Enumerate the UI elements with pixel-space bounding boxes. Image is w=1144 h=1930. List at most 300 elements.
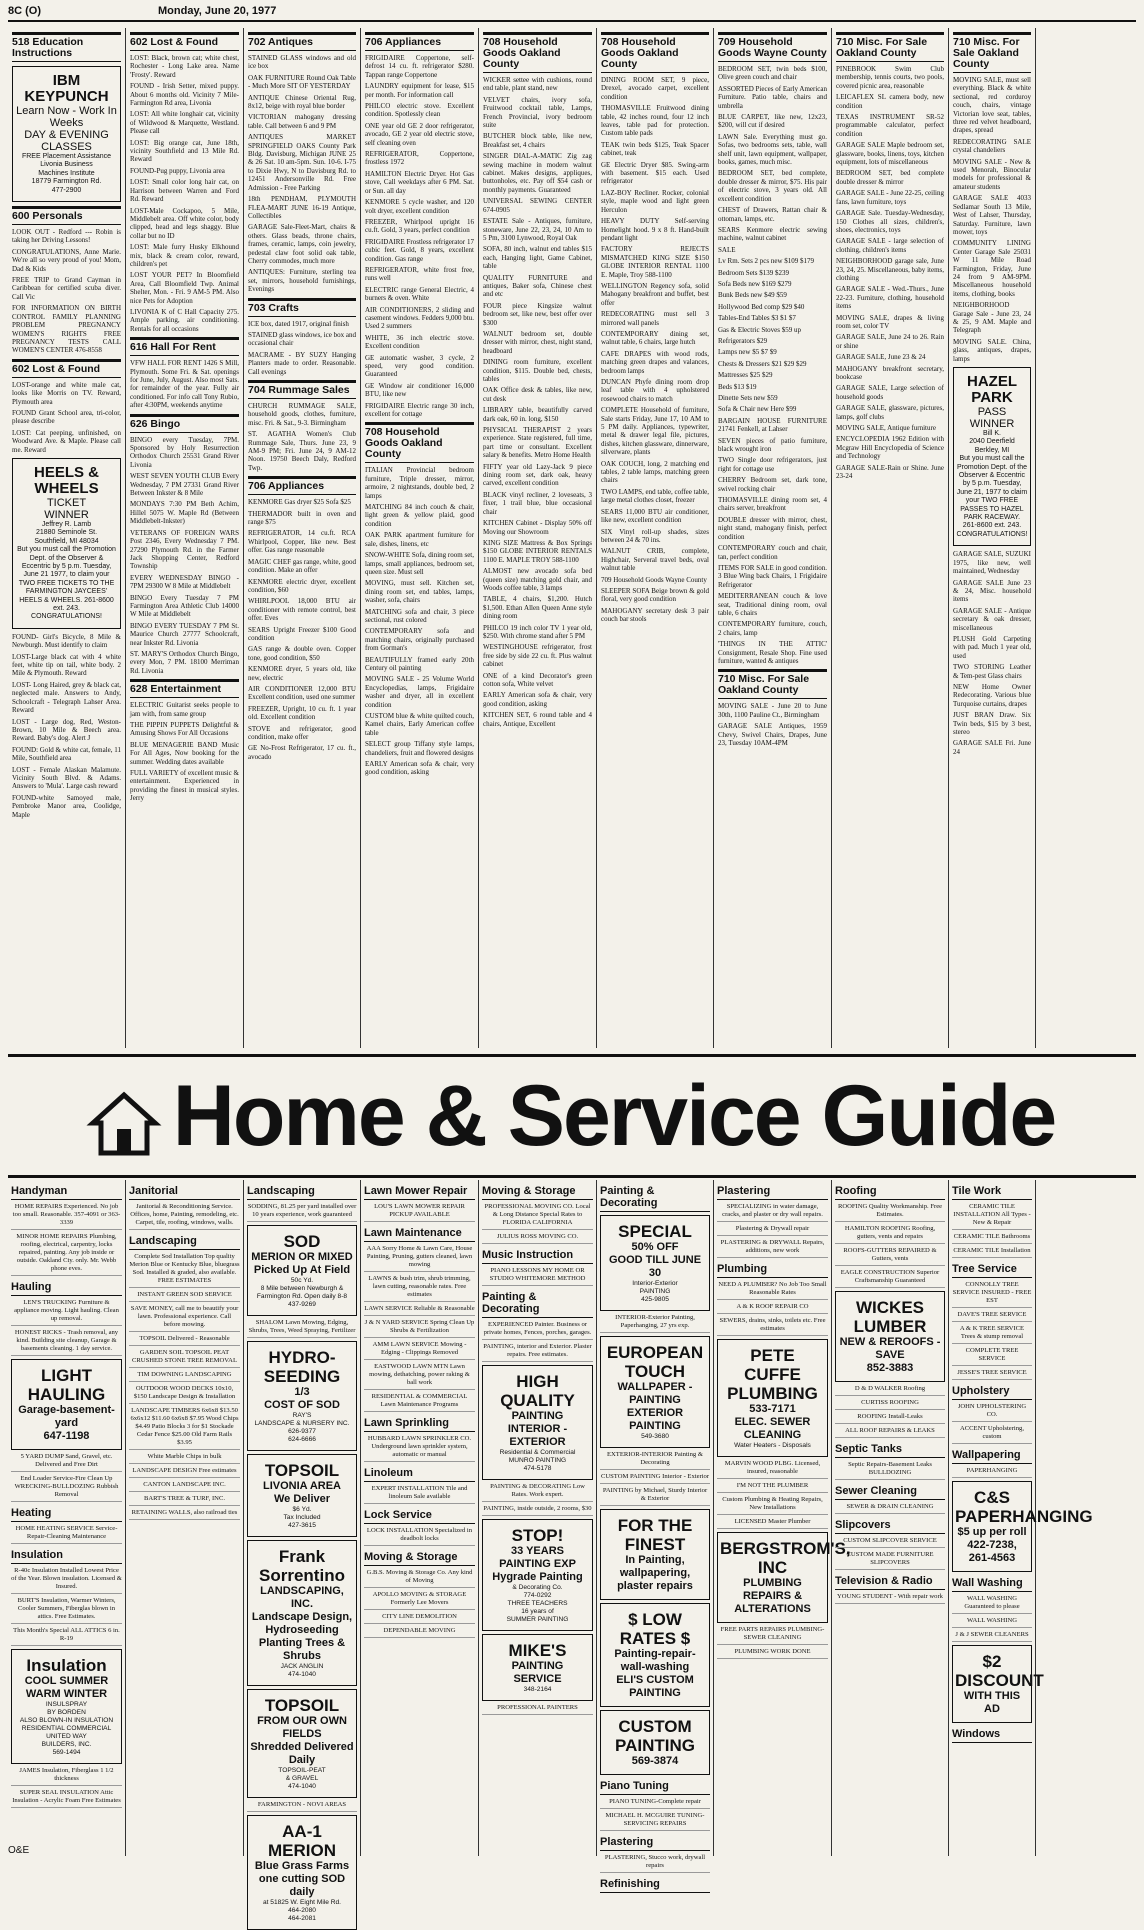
classified-ad: TIM DOWNING LANDSCAPING [129, 1371, 240, 1382]
classified-ad: Mattresses $25 $29 [718, 371, 773, 380]
classified-ad: PLUSH Gold Carpeting with pad. Much 1 year old, used [953, 634, 1031, 660]
classified-ad: BEDROOM SET, bed complete, double dresser & mirror, $75. His pair of electric stove, 3 years old. All excellent condition [718, 169, 827, 203]
section-heading: Plumbing [717, 1261, 828, 1278]
section-heading: 602 Lost & Found [130, 32, 239, 51]
classified-ad: CAFE DRAPES with wood rods, matching green drapes and valances, bedroom lamps [601, 349, 709, 375]
classified-ad: STAINED glass windows, ice box and occasional chair [248, 330, 356, 348]
display-ad-line: 50% OFF [631, 1241, 679, 1253]
classified-ad: LEICAFLEX SL camera body, new condition [836, 93, 944, 110]
classified-ad: PLUMBING WORK DONE [717, 1648, 828, 1659]
display-ad-line: SOD [283, 1232, 321, 1251]
section-heading: Moving & Storage [364, 1549, 475, 1566]
display-ad-line: UNITED WAY [46, 1733, 87, 1740]
classified-ad: TWO LAMPS, end table, coffee table, large metal clothes closet, freezer [601, 487, 709, 505]
classified-ad: MOVING, must sell. Kitchen set, dining room set, end tables, lamps, washer, sofa, chairs [365, 579, 474, 605]
classified-ad: 'THINGS IN THE ATTIC' Consignment, Resale Shop. Fine used furniture, wanted & antiques [718, 640, 827, 665]
classified-ad: FOUND Grant School area, tri-color, please describe [12, 408, 121, 426]
classified-ad: SEARS 11,000 BTU air conditioner, like new, excellent condition [601, 507, 709, 525]
display-ad-line: IBM KEYPUNCH [24, 72, 109, 105]
classified-ad: FARMINGTON - NOVI AREAS [247, 1801, 357, 1812]
classified-ad: MEDITERRANEAN couch & love seat, Traditional dining room, oval table, 6 chairs [718, 592, 827, 617]
classified-ad: EASTWOOD LAWN MTN Lawn mowing, dethatching, power raking & ball work [364, 1363, 475, 1390]
classified-ad: NEIGHBORHOOD garage sale, June 23, 24, 25. Miscellaneous, baby items, clothing [836, 257, 944, 282]
classified-ad: FIFTY year old Lazy-Jack 9 piece dining room set, dark oak, heavy carved, excellent condition [483, 462, 592, 488]
classified-ad: TOPSOIL Delivered - Reasonable [129, 1335, 240, 1346]
classified-ad: White Marble Chips in bulk [129, 1453, 240, 1464]
display-ad-line: Shredded Delivered Daily [250, 1741, 354, 1766]
display-ad-line: & Decorating Co. [512, 1584, 563, 1591]
display-ad-line: REPAIRS & ALTERATIONS [734, 1590, 811, 1615]
classified-ad: MOVING SALE, drapes & living room set, color TV [836, 313, 944, 330]
classified-ad: LOCK INSTALLATION Specialized in deadbolt locks [364, 1527, 475, 1546]
classified-ad: SODDING, 81.25 per yard installed over 10 years experience, work guaranteed [247, 1203, 357, 1222]
display-ad-line: Frank Sorrentino [259, 1547, 345, 1585]
classified-ad: EXTERIOR-INTERIOR Painting & Decorating [600, 1451, 710, 1470]
classified-ad: BINGO EVERY TUESDAY 7 PM St. Maurice Church 27777 Schoolcraft, near Inkster Rd. Livonia [130, 621, 239, 647]
classified-ad: EXPERT INSTALLATION Tile and linoleum Sale available [364, 1485, 475, 1504]
classified-ad: SEWERS, drains, sinks, toilets etc. Free estimates [717, 1317, 828, 1336]
classified-ad: PHYSICAL THERAPIST 2 years experience. State registered, full time, part time or consultant. Excellent salary & benefits. Metro Home Health [483, 426, 592, 460]
display-ad-line: 464-2081 [288, 1915, 316, 1922]
classified-ad: SUPER SEAL INSULATION Attic Insulation - Acrylic Foam Free Estimates [11, 1789, 122, 1808]
classified-ad: JAMES Insulation, Fiberglass 1 1/2 thickness [11, 1767, 122, 1786]
classified-ad: LOST-orange and white male cat, looks like Morris on TV. Reward, Plymouth area [12, 380, 121, 406]
classified-ad: GARAGE SALE, glassware, pictures, lamps, golf clubs [836, 404, 944, 421]
display-ad-line: TOPSOIL [264, 1696, 340, 1715]
classified-ad: JUST BRAN Draw. Six Twin beds, $15 by 3 best, stereo [953, 711, 1031, 736]
classified-ad: EXPERIENCED Painter. Business or private homes, Fences, porches, garages. [482, 1321, 593, 1340]
display-ad-line: TOPSOIL [264, 1461, 340, 1480]
section-heading: 628 Entertainment [130, 679, 239, 698]
display-ad-line: FOR THE FINEST [617, 1516, 693, 1554]
section-heading: Roofing [835, 1183, 945, 1200]
classified-ad: EVERY WEDNESDAY BINGO - 7PM 29300 W 8 Mile at Middlebelt [130, 573, 239, 591]
display-ad-line: 464-2080 [288, 1907, 316, 1914]
section-heading: Tree Service [952, 1261, 1032, 1278]
classified-ad: CUSTOM SLIPCOVER SERVICE [835, 1537, 945, 1548]
section-heading: Painting & Decorating [482, 1289, 593, 1318]
classified-ad: LANDSCAPE TIMBERS 6x6x8 $13.50 6x6x12 $11.60 6x6x8 $7.95 Wood Chips $4.49 Patio Blocks 3 for $1 Stockade Cedar Fence $25.00 Old Farm Rails $3.95 [129, 1407, 240, 1450]
classified-ad: MAHOGANY secretary desk 3 pair couch bar stools [601, 606, 709, 624]
classified-ad: WEST SEVEN YOUTH CLUB Every Wednesday, 7 PM 27331 Grand River Between Inkster & 8 Mile [130, 472, 239, 498]
classified-ad: Complete Sod Installation Top quality Merion Blue or Kentucky Blue, bluegrass Sod. Installed & graded, also available. FREE ESTIMATES [129, 1253, 240, 1288]
classified-ad: CANTON LANDSCAPE INC. [129, 1481, 240, 1492]
column-9 [949, 28, 1036, 1048]
classified-ad: PAINTING, inside outside, 2 rooms, $30 [482, 1505, 593, 1516]
classified-ad: BLACK vinyl recliner, 2 loveseats, 3 fixer, 1 trail blue, blue occasional chair [483, 490, 592, 516]
classified-ad: WESTINGHOUSE refrigerator, frost free side by side 22 cu. ft. Plus walnut cabinet [483, 643, 592, 669]
classified-ad: BARGAIN HOUSE FURNITURE 21741 Fenkell, at Lahser [718, 416, 827, 434]
column-6 [597, 28, 714, 1048]
classified-ad: OUTDOOR WOOD DECKS 10x10, $150 Landscape Design & Installation [129, 1385, 240, 1404]
classified-ad: GARAGE SALE 4033 Sedlamar South 13 Mile, West of Lahser, Thursday, Saturday. Furniture, lawn mower, toys [953, 194, 1031, 236]
display-ad [600, 1509, 710, 1600]
classified-ad: PLASTERING, Stucco work, drywall repairs [600, 1854, 710, 1873]
classified-ad: OAK PARK apartment furniture for sale, dishes, linens, etc [365, 531, 474, 548]
display-ad-line: Livonia Business [40, 161, 93, 169]
section-heading: 709 Household Goods Wayne County [718, 32, 827, 62]
classified-ad: GARAGE SALE Fri. June 24 [953, 739, 1031, 756]
display-ad-line: INTERIOR - EXTERIOR [507, 1423, 568, 1448]
classified-ad: SELECT group Tiffany style lamps, chandeliers, fruit and flowered designs [365, 740, 474, 757]
classified-ad: KING SIZE Mattress & Box Springs $150 GLOBE INTERIOR RENTALS 1100 E. MAPLE TROY 588-1100 [483, 538, 592, 564]
display-ad-line: WARM WINTER [25, 1688, 108, 1700]
display-ad [952, 1645, 1044, 1723]
section-heading: 706 Appliances [248, 476, 356, 495]
classified-ad: AMM LAWN SERVICE Mowing - Edging - Clippings Removed [364, 1341, 475, 1360]
classified-ad: FOR INFORMATION ON BIRTH CONTROL FAMILY PLANNING PROBLEM PREGNANCY WOMEN'S RIGHTS FREE PREGNANCY TESTS CALL WOMEN'S CENTER 476-8558 [12, 304, 121, 355]
classified-ad: 18th PENDHAM, PLYMOUTH FLEA-MART JUNE 16-19 Antique, Collectibles [248, 195, 356, 220]
display-ad-line: LANDSCAPING, INC. [260, 1585, 344, 1610]
classified-ad: STOVE and refrigerator, good condition, make offer [248, 724, 356, 741]
display-ad-line: GOOD TILL JUNE 30 [608, 1254, 702, 1279]
display-ad [482, 1519, 593, 1631]
classified-ad: KENMORE electric dryer, excellent condition, $60 [248, 577, 356, 594]
column-2 [126, 28, 244, 1048]
display-ad-line: 33 YEARS PAINTING EXP [499, 1545, 576, 1570]
classified-ad: MOVING SALE, must sell everything. Black & white sectional, red corduroy couch, chairs, vintage Victorian love seat, tables, three red velvet headboard, drapes, spread [953, 76, 1031, 135]
classified-ad: ST. MARY'S Orthodox Church Bingo, every Mon, 7 PM. 18100 Merriman Rd. Livonia [130, 649, 239, 675]
classified-ad: STAINED GLASS windows and old ice box [248, 54, 356, 71]
display-ad-line: Picked Up At Field [253, 1264, 351, 1276]
classified-ad: PLASTERING & DRYWALL Repairs, additions, new work [717, 1239, 828, 1258]
section-heading: Hauling [11, 1279, 122, 1296]
classified-ad: LOST: All white longhair cat, vicinity of Wildwood & Marquette, Westland. Please call [130, 110, 239, 136]
section-heading: Plastering [600, 1834, 710, 1851]
display-ad-line: C&S PAPERHANGING [955, 1488, 1093, 1526]
section-heading: 702 Antiques [248, 32, 356, 51]
display-ad [247, 1689, 357, 1798]
section-heading: Insulation [11, 1547, 122, 1564]
classified-ad: BEDROOM SET, bed complete double dresser & mirror [836, 169, 944, 186]
display-ad-line: 21880 Seminole St. [35, 529, 98, 537]
display-ad [717, 1339, 828, 1457]
section-heading: Landscaping [247, 1183, 357, 1200]
classified-ad: COMPLETE TREE SERVICE [952, 1347, 1032, 1366]
classified-ad: DUNCAN Phyfe dining room drop leaf table with 4 upholstered rosewood chairs to match [601, 378, 709, 403]
classified-ad: CUSTOM MADE FURNITURE SLIPCOVERS [835, 1551, 945, 1570]
column-2 [126, 1180, 244, 1856]
classified-ad: FACTORY REJECTS MISMATCHED KING SIZE $150 GLOBE INTERIOR RENTAL 1100 E. Maple, Troy 588-1100 [601, 245, 709, 279]
classified-ad: PAPERHANGING [952, 1467, 1032, 1478]
classified-ad: LOST YOUR PET? In Bloomfield Area, Call Bloomfield Twp. Animal Shelter, Mon. - Fri. 9 AM-5 PM. Also nice Pets for Adoption [130, 271, 239, 305]
display-ad-line: EXTERIOR PAINTING [626, 1407, 684, 1432]
display-ad-line: 348-2164 [523, 1686, 552, 1693]
classified-ad: LAZ-BOY Recliner. Rocker, colonial style, maple wood and light green Herculon [601, 188, 709, 214]
classified-ad: SINGER DIAL-A-MATIC Zig zag sewing machine in modern walnut cabinet. Makes designs, appliques, buttonholes, etc. Pay off $54 cash or monthly payments. Guaranteed [483, 152, 592, 194]
classified-ad: SEARS Upright Freezer $100 Good condition [248, 625, 356, 642]
classified-ad: GE Window air conditioner 16,000 BTU, like new [365, 381, 474, 399]
classified-ad: PROFESSIONAL PAINTERS [482, 1704, 593, 1715]
classified-ad: 5 YARD DUMP Sand, Gravel, etc. Delivered and Free Dirt [11, 1453, 122, 1472]
classified-ad: CUSTOM PAINTING Interior - Exterior [600, 1473, 710, 1484]
classified-ad: FREE TRIP to Grand Cayman in Caribbean for certified scuba diver. Call Vic [12, 276, 121, 301]
classified-ad: OAK FURNITURE Round Oak Table - Much More SIT OF YESTERDAY [248, 73, 356, 91]
display-ad [482, 1634, 593, 1701]
display-ad-line: $6 Yd. [292, 1506, 312, 1513]
classified-ad: Refrigerators $29 [718, 336, 768, 345]
classified-ad: INTERIOR-Exterior Painting, Paperhanging, 27 yrs exp. [600, 1314, 710, 1333]
classified-ad: SALE [718, 245, 736, 254]
page-footer: O&E [8, 1845, 30, 1856]
classified-ad: SHALOM Lawn Mowing, Edging, Shrubs, Trees, Weed Spraying, Fertilizer [247, 1319, 357, 1338]
display-ad-line: FROM OUR OWN FIELDS [257, 1715, 347, 1740]
classified-ad: CONTEMPORARY dining set, walnut table, 6 chairs, large hutch [601, 329, 709, 347]
display-ad-line: THREE TEACHERS [507, 1600, 568, 1607]
classified-ad: CITY LINE DEMOLITION [364, 1613, 475, 1624]
classified-ad: AIR CONDITIONERS, 2 sliding and casement windows. Fedders 9,000 btu. Used 2 summers [365, 305, 474, 331]
classified-ad: HUBBARD LAWN SPRINKLER CO. Underground lawn sprinkler system, automatic or manual [364, 1435, 475, 1462]
display-ad-line: $5 up per roll [957, 1526, 1027, 1538]
display-ad-line: ELI'S CUSTOM PAINTING [616, 1674, 694, 1699]
classified-ad: G.B.S. Moving & Storage Co. Any kind of Moving [364, 1569, 475, 1588]
section-heading: Lawn Mower Repair [364, 1183, 475, 1200]
classified-ad: FREE PARTS REPAIRS PLUMBING-SEWER CLEANING [717, 1626, 828, 1645]
classified-ad: CERAMIC TILE Bathrooms [952, 1233, 1032, 1244]
classified-ad: SOFA, 80 inch, walnut end tables $15 each, Hanging light, Game Cabinet, table [483, 245, 592, 271]
classified-ad: LOST: Black, brown cat; white chest, Rochester - Long Lake area. Name 'Frosty'. Reward [130, 54, 239, 79]
classified-ad: ONE of a kind Decorator's green cotton sofa, White velvet [483, 671, 592, 688]
display-ad-line: 50c Yd. [290, 1277, 314, 1284]
display-ad-line: 437-9269 [288, 1301, 316, 1308]
display-ad-line: ALSO BLOWN-IN INSULATION [19, 1717, 114, 1724]
classified-ad: PIANO LESSONS MY HOME OR STUDIO WHITEMORE METHOD [482, 1267, 593, 1286]
classified-ad: PINEBROOK Swim Club membership, tennis courts, two pools, covered picnic area, reasonable [836, 65, 944, 90]
classified-ad: GAS range & double oven. Copper tone, good condition, $50 [248, 645, 356, 662]
classified-ad: Dinette Sets new $59 [718, 394, 778, 402]
classified-ad: KENMORE Gas dryer $25 Sofa $25 [248, 498, 351, 507]
classified-ad: COMPLETE Household of furniture, Sale starts Friday, June 17, 10 AM to 5 PM daily. Appliances, typewriter, metal & drawer legal file, pictures, dishes, kitchen glassware, dinnerware, silverware, plants [601, 406, 709, 457]
display-ad-line: We Deliver [273, 1493, 331, 1505]
display-ad [600, 1710, 710, 1775]
classified-ad: KITCHEN SET, 6 round table and 4 chairs, Antique, Excellent [483, 711, 592, 728]
display-ad-line: SPECIAL [618, 1222, 692, 1241]
display-ad-line: 18779 Farmington Rd. [31, 178, 102, 186]
display-ad-line: 624-6666 [288, 1436, 316, 1443]
classified-ad: QUALITY FURNITURE and antiques, Baker sofa, Chinese chest and etc [483, 273, 592, 299]
classified-ad: FOUND-white Samoyed male, Pembroke Manor area, Coolidge, Maple [12, 793, 121, 819]
section-heading: Landscaping [129, 1233, 240, 1250]
display-ad-line: But you must call the Promotion Dept. of the Observer & Eccentric by 5 p.m. Tuesday, June 21 1977, to claim your TWO FREE TICKETS TO THE FARMINGTON JAYCEES' HEELS & WHEELS. 261-8600 ext. 243. [17, 546, 116, 613]
classified-ad: THERMADOR built in oven and range $75 [248, 509, 356, 527]
section-heading: Music Instruction [482, 1247, 593, 1264]
banner-title: Home & Service Guide [172, 1067, 1056, 1164]
classified-ad: BUTCHER block table, like new, Breakfast set, 4 chairs [483, 132, 592, 149]
classified-ad: ENCYCLOPEDIA 1962 Edition with Mcgraw Hill Encyclopedia of Science and Technology [836, 435, 944, 461]
classified-ad: HAMILTON ROOFING Roofing, gutters, vents and repairs [835, 1225, 945, 1244]
house-icon [89, 1081, 159, 1151]
classified-columns [8, 28, 1136, 1048]
display-ad-line: Tax Included [283, 1514, 321, 1521]
column-5 [479, 28, 597, 1048]
display-ad-line: CONGRATULATIONS! [31, 613, 102, 621]
section-heading: 708 Household Goods Oakland County [483, 32, 592, 73]
classified-ad: WALNUT bedroom set, double dresser with mirror, chest, night stand, headboard [483, 329, 592, 355]
classified-ad: THOMASVILLE Fruitwood dining table, 42 inches round, four 12 inch leaves, table pad for protection. Custom table pads [601, 104, 709, 138]
display-ad [247, 1225, 357, 1316]
display-ad-line: & GRAVEL [285, 1775, 319, 1782]
column-4 [361, 28, 479, 1048]
section-heading: Wallpapering [952, 1447, 1032, 1464]
section-heading: 602 Lost & Found [12, 359, 121, 378]
classified-ad: EAGLE CONSTRUCTION Superior Craftsmanship Guaranteed [835, 1269, 945, 1288]
display-ad-line: $ LOW RATES $ [619, 1610, 691, 1648]
display-ad-line: 774-0292 [523, 1592, 552, 1599]
classified-ad: LAWN SERVICE Reliable & Reasonable [364, 1305, 475, 1316]
classified-ad: WHIRLPOOL 18,000 BTU air conditioner with remote control, best offer. Eves [248, 597, 356, 623]
classified-ad: SEARS Kenmore electric sewing machine, walnut cabinet [718, 225, 827, 243]
newspaper-page [8, 4, 1136, 1922]
classified-ad: Bunk Beds new $49 $59 [718, 291, 787, 300]
display-ad-line: 852-3883 [866, 1362, 914, 1374]
classified-ad: FREEZER, Whirlpool upright 16 cu.ft. Gold, 3 years, perfect condition [365, 217, 474, 235]
classified-ad: GE Electric Dryer $85. Swing-arm with basement. $15 each. Used refrigerator [601, 160, 709, 186]
classified-ad: DOUBLE dresser with mirror, chest, night stand, mahogany finish, perfect condition [718, 515, 827, 541]
display-ad [247, 1454, 357, 1537]
display-ad-line: RAY'S [292, 1412, 312, 1419]
classified-ad: ITEMS FOR SALE in good condition. 3 Blue Wing back Chairs, 1 Frigidaire Refrigerator [718, 563, 827, 589]
classified-ad: HOME HEATING SERVICE Service-Repair-Cleaning Maintenance [11, 1525, 122, 1544]
classified-ad: LOOK OUT - Redford --- Robin is taking her Driving Lessons! [12, 228, 121, 245]
classified-ad: LOU'S LAWN MOWER REPAIR PICKUP AVAILABLE [364, 1203, 475, 1222]
display-ad-line: EUROPEAN TOUCH [606, 1343, 704, 1381]
classified-ad: Plastering & Drywall repair [717, 1225, 828, 1236]
section-heading: Upholstery [952, 1383, 1032, 1400]
classified-ad: SEVEN pieces of patio furniture, black wrought iron [718, 436, 827, 454]
classified-ad: GARAGE SALE - Antique secretary & oak dresser, miscellaneous [953, 606, 1031, 632]
display-ad-line: 425-9805 [641, 1296, 669, 1303]
classified-ad: ALL ROOF REPAIRS & LEAKS [835, 1427, 945, 1438]
classified-ad: ESTATE Sale - Antiques, furniture, stoneware, June 22, 23, 24, 10 Am to 5 Pm, 3100 Lynwood, Royal Oak [483, 217, 592, 242]
classified-ad: J & J SEWER CLEANERS [952, 1631, 1032, 1642]
display-ad-line: Learn Now - Work In Weeks [16, 105, 117, 129]
display-ad-line: SUMMER PAINTING [506, 1616, 569, 1623]
classified-ad: NEIGHBORHOOD Garage Sale - June 23, 24 & 25, 9 AM. Maple and Telegraph [953, 301, 1031, 335]
classified-ad: TABLE, 4 chairs, $1,200. Hutch $1,500. Ethan Allen Queen Anne style dining room [483, 595, 592, 621]
classified-ad: CURTISS ROOFING [835, 1399, 945, 1410]
classified-ad: KITCHEN Cabinet - Display 50% off Moving our Showroom [483, 519, 592, 536]
classified-ad: GARAGE SALE, SUZUKI 1975, like new, well maintained, Wednesday [953, 550, 1031, 576]
classified-ad: MOVING SALE - New & used Menorah, Binocular models for professional & amateur students [953, 157, 1031, 191]
column-8 [832, 28, 949, 1048]
classified-ad: DEPENDABLE MOVING [364, 1627, 475, 1638]
display-ad-line: PAINTING [511, 1410, 564, 1422]
display-ad-line: Machines Institute [38, 169, 95, 177]
classified-ad: VETERANS OF FOREIGN WARS Post 2346, Every Wednesday 7 PM. 27290 Plymouth Rd. in the Farmer Jack Shopping Center, Redford Township [130, 528, 239, 571]
classified-ad: THOMASVILLE dining room set, 4 chairs server, breakfront [718, 496, 827, 513]
classified-ad: ROOFS-GUTTERS REPAIRED & Gutters, vents [835, 1247, 945, 1266]
display-ad-line: STOP! [511, 1526, 564, 1545]
display-ad-line: But you must call the Promotion Dept. of the Observer & Eccentric by 5 p.m. Tuesday, June 21, 1977 to claim your TWO FREE PASSES TO HAZEL PARK RACEWAY. 261-8600 ext. 243. [956, 455, 1028, 530]
classified-ad: Lv Rm. Sets 2 pcs new $109 $179 [718, 257, 815, 266]
classified-ad: REDECORATING must sell 3 mirrored wall panels [601, 310, 709, 327]
classified-ad: BLUE MENAGERIE BAND Music For All Ages, Now booking for the summer. Wedding dates available [130, 740, 239, 766]
section-heading: Moving & Storage [482, 1183, 593, 1200]
classified-ad: MAHOGANY breakfront secretary, bookcase [836, 364, 944, 381]
display-ad-line: Blue Grass Farms [254, 1860, 350, 1872]
column-6 [597, 1180, 714, 1890]
classified-ad: CHERRY Bedroom set, dark tone, swivel rocking chair [718, 476, 827, 493]
classified-ad: CONTEMPORARY furniture, couch, 2 chairs, lamp [718, 620, 827, 637]
display-ad-line: PAINTING [511, 1660, 564, 1672]
classified-ad: PAINTING, interior and Exterior. Plaster repairs. Free estimates. [482, 1343, 593, 1362]
section-heading: 600 Personals [12, 206, 121, 225]
classified-ad: CONTEMPORARY sofa and matching chairs, originally purchased from Gorman's [365, 627, 474, 653]
section-heading: Plastering [717, 1183, 828, 1200]
classified-ad: FRIGIDAIRE Frostless refrigerator 17 cubic feet. Gold, 8 years, excellent condition. Gas range [365, 237, 474, 263]
column-7 [714, 28, 832, 1048]
display-ad-line: MIKE'S [508, 1641, 567, 1660]
classified-ad: GARAGE SALE-Rain or Shine. June 23-24 [836, 463, 944, 481]
section-heading: Lock Service [364, 1507, 475, 1524]
display-ad-line: 16 years of [521, 1608, 554, 1615]
classified-ad: LANDSCAPE DESIGN Free estimates [129, 1467, 240, 1478]
display-ad-line: 533-7171 [749, 1403, 796, 1415]
classified-ad: ROOFING Install-Leaks [835, 1413, 945, 1424]
classified-ad: MARVIN WOOD PLBG. Licensed, insured, reasonable [717, 1460, 828, 1479]
classified-ad: MOVING SALE. China, glass, antiques, drapes, lamps [953, 337, 1031, 363]
display-ad-line: Jeffrey R. Lamb [41, 520, 92, 528]
classified-ad: PHILCO 19 inch color TV 1 year old, $250. With chrome stand after 5 PM [483, 623, 592, 640]
display-ad-line: at 51825 W. Eight Mile Rd. [262, 1899, 342, 1906]
column-9 [949, 1180, 1093, 1856]
classified-ad: FULL VARIETY of excellent music & entertainment. Experienced in providing the finest in musical styles. Jerry [130, 769, 239, 803]
classified-ad: CERAMIC TILE Installation [952, 1247, 1032, 1258]
display-ad-line: 422-7238, 261-4563 [967, 1539, 1017, 1564]
classified-ad: GARAGE SALE Antiques, 1959 Chevy, Swivel Chairs, Drapes, June 23, Tuesday 10AM-4PM [718, 722, 827, 747]
classified-ad: GARAGE Sale. Tuesday-Wednesday, 150 Clothes all sizes, children's, shoes, electronics, toys [836, 209, 944, 234]
classified-ad: AAA Sorry Home & Lawn Care, House Painting, Pruning, gutters cleaned, lawn mowing [364, 1245, 475, 1272]
display-ad-line: RESIDENTIAL COMMERCIAL [21, 1725, 112, 1732]
classified-ad: BART'S TREE & TURF, INC. [129, 1495, 240, 1506]
display-ad-line: LIGHT HAULING [27, 1366, 106, 1404]
display-ad [12, 66, 121, 202]
classified-ad: CERAMIC TILE INSTALLATION All Types - New & Repair [952, 1203, 1032, 1230]
classified-ad: OAK COUCH, long, 2 matching end tables, 2 table lamps, matching green chairs [601, 459, 709, 485]
classified-ad: PROFESSIONAL MOVING CO. Local & Long Distance Special Rates to FLORIDA CALIFORNIA [482, 1203, 593, 1230]
display-ad-line: COST OF SOD [264, 1399, 340, 1411]
section-heading: Tile Work [952, 1183, 1032, 1200]
display-ad-line: WALLPAPER - PAINTING [617, 1381, 693, 1406]
classified-ad: JOHN UPHOLSTERING CO. [952, 1403, 1032, 1422]
classified-ad: FOUND- Girl's Bicycle, 8 Mile & Newburgh. Must identify to claim [12, 632, 121, 650]
classified-ad: MOVING SALE - June 20 to June 30th, 1100 Pauline Ct., Birmingham [718, 702, 827, 719]
classified-ad: GE automatic washer, 3 cycle, 2 speed, very good condition. Guaranteed [365, 353, 474, 379]
classified-ad: WICKER settee with cushions, round end table, plant stand, new [483, 76, 592, 93]
section-heading: Piano Tuning [600, 1778, 710, 1795]
display-ad-line: Berkley, MI [974, 446, 1010, 454]
display-ad-line: LIVONIA AREA [262, 1480, 342, 1492]
classified-ad: TEXAS INSTRUMENT SR-52 programmable calculator, perfect condition [836, 113, 944, 138]
display-ad-line: 427-3615 [288, 1522, 316, 1529]
display-ad-line: JACK ANGLIN [280, 1663, 324, 1670]
display-ad-line: Hygrade Painting [492, 1571, 583, 1583]
section-heading: 710 Misc. For Sale Oakland County [836, 32, 944, 62]
classified-ad: BLUE CARPET, like new, 12x23, $200, will cut if desired [718, 113, 827, 130]
classified-ad: End Loader Service-Fire Clean Up WRECKING-BULLDOZING Rubbish Removal [11, 1475, 122, 1502]
classified-ad: FOUND: Gold & white cat, female, 11 Mile, Southfield area [12, 745, 121, 763]
classified-ad: APOLLO MOVING & STORAGE Formerly Lee Movers [364, 1591, 475, 1610]
display-ad-line: 2040 Deerfield [969, 438, 1015, 446]
classified-ad: HAMILTON Electric Dryer. Hot Gas stove, Call weekdays after 6 PM. Sat. or Sun. all day [365, 169, 474, 195]
classified-ad: D & D WALKER Roofing [835, 1385, 945, 1396]
classified-ad: FOUR piece Kingsize walnut bedroom set, like new, best offer over $300 [483, 301, 592, 327]
masthead [8, 4, 1136, 22]
classified-ad: BINGO Every Tuesday 7 PM Farmington Area Athletic Club 14000 W Mile at Middlebelt [130, 593, 239, 619]
column-8 [832, 1180, 949, 1856]
classified-ad: WALL WASHING Guaranteed to please [952, 1595, 1032, 1614]
classified-ad: Custom Plumbing & Heating Repairs, New Installations [717, 1496, 828, 1515]
